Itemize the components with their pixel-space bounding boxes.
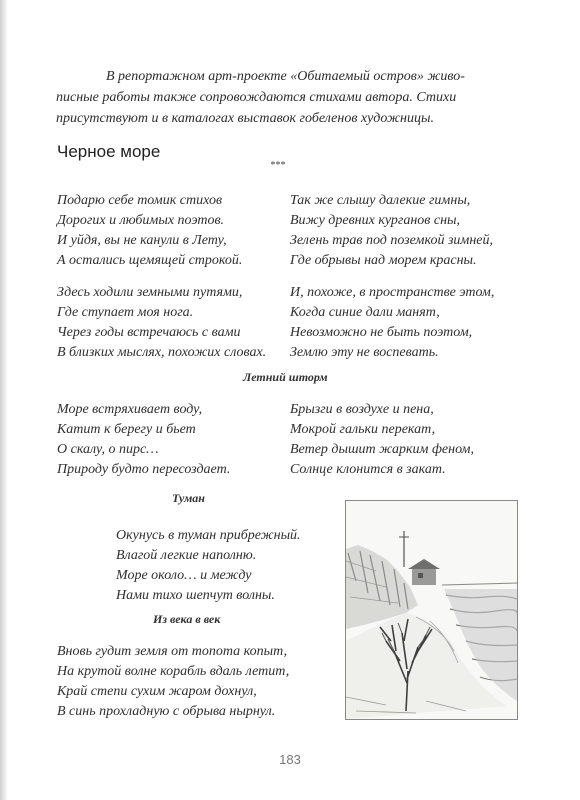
- poem-line: Нами тихо шепчут волны.: [116, 588, 275, 603]
- intro-paragraph: [56, 66, 518, 129]
- poem-line: Где обрывы над морем красны.: [290, 253, 477, 268]
- poem-line: Вижу древних курганов сны,: [290, 213, 461, 228]
- poem-line: Море около… и между: [116, 568, 252, 583]
- poem-line: Здесь ходили земными путями,: [57, 285, 243, 300]
- poem-stanza: [57, 642, 289, 722]
- poem-line: Мокрой гальки перекат,: [290, 422, 436, 437]
- poem-line: Так же слышу далекие гимны,: [290, 193, 471, 208]
- poem-line: Землю эту не воспевать.: [290, 345, 439, 360]
- poem-stanza: [290, 191, 493, 271]
- poem-line: Солнце клонится в закат.: [290, 462, 446, 477]
- poem-line: Дорогих и любимых поэтов.: [57, 213, 225, 228]
- poem-line: Невозможно не быть поэтом,: [290, 325, 473, 340]
- coastal-sketch-illustration: [345, 500, 518, 720]
- poem-stanza: [290, 283, 494, 363]
- poem-line: А остались щемящей строкой.: [57, 253, 243, 268]
- poem-line: Когда синие дали манят,: [290, 305, 440, 320]
- poem-stanza: [57, 400, 230, 480]
- poem-line: В близких мыслях, похожих словах.: [57, 345, 267, 360]
- poem-line: Брызги в воздухе и пена,: [290, 402, 434, 417]
- poem-line: В синь прохладную с обрыва нырнул.: [57, 704, 276, 719]
- poem-line: И уйдя, вы не канули в Лету,: [57, 233, 227, 248]
- poem-line: Вновь гудит земля от топота копыт,: [57, 644, 288, 659]
- poem-subtitle: Туман: [172, 491, 205, 505]
- section-title: Черное море: [57, 142, 161, 161]
- poem-line: Подарю себе томик стихов: [57, 193, 223, 208]
- poem-line: Край степи сухим жаром дохнул,: [57, 684, 257, 699]
- intro-line: В репортажном арт-проекте «Обитаемый остров» живо-: [106, 69, 465, 84]
- poem-line: Зелень трав под поземкой зимней,: [290, 233, 494, 248]
- poem-line: И, похоже, в пространстве этом,: [290, 285, 495, 300]
- section-separator: ***: [270, 160, 285, 171]
- poem-subtitle: Из века в век: [153, 612, 221, 626]
- poem-line: На крутой волне корабль вдаль летит,: [57, 664, 290, 679]
- poem-line: Влагой легкие наполню.: [116, 548, 257, 563]
- poem-line: Море встряхивает воду,: [57, 402, 203, 417]
- poem-line: Катит к берегу и бьет: [57, 422, 196, 437]
- poem-stanza: [290, 400, 474, 480]
- page-number: 183: [279, 752, 301, 767]
- sketch-drawing: [346, 501, 517, 719]
- poem-line: Где ступает моя нога.: [57, 305, 194, 320]
- poem-line: Окунусь в туман прибрежный.: [116, 528, 301, 543]
- poem-line: Ветер дышит жарким феном,: [290, 442, 474, 457]
- poem-stanza: [116, 526, 301, 606]
- page-edge: [0, 0, 8, 800]
- poem-line: О скалу, о пирс…: [57, 442, 159, 457]
- poem-line: Через годы встречаюсь с вами: [57, 325, 241, 340]
- poem-stanza: [57, 283, 266, 363]
- poem-subtitle: Летний шторм: [243, 370, 328, 384]
- intro-line: присутствуют и в каталогах выставок гобеленов художницы.: [56, 111, 434, 126]
- intro-line: писные работы также сопровождаются стихами автора. Стихи: [56, 90, 457, 105]
- poem-stanza: [57, 191, 242, 271]
- poem-line: Природу будто пересоздает.: [57, 462, 231, 477]
